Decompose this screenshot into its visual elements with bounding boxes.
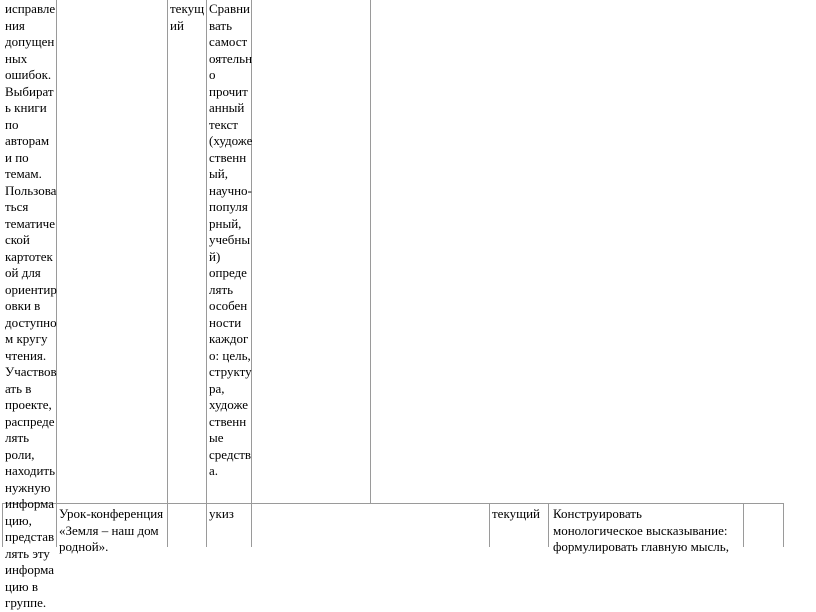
table-border — [2, 503, 784, 504]
table-border — [370, 0, 371, 503]
table-border — [167, 0, 168, 503]
lesson-type-cell: укиз — [209, 506, 234, 521]
control-type-cell: текущий — [492, 506, 541, 521]
control-type-cell: текущ ий — [170, 1, 205, 33]
table-border — [783, 503, 784, 547]
table-border — [167, 503, 168, 547]
table-border — [548, 503, 549, 547]
lesson-topic-cell: Урок-конференция «Земля – наш дом родной». — [59, 506, 164, 554]
table-border — [489, 503, 490, 547]
activity-description-cell: исправле ния допущен ных ошибок. Выбират ь книги по авторам и по темам. Пользова ться тематиче ской картотек ой для ориентир овки в доступно м кругу чтения. Участвов ать в проекте, распреде лять роли, находить нужную информа цию, представ лять эту информа цию в группе. — [5, 1, 57, 610]
skills-description-cell: Конструировать монологическое высказывание: формулировать главную мысль, — [553, 506, 729, 554]
skills-description-cell: Сравни вать самост оятельн о прочит анный текст (художе ственн ый, научно- популя рный, учебны й) опреде лять особен ности каждог о: цель, структу ра, художе ственн ые средств а. — [209, 1, 253, 478]
table-border — [206, 0, 207, 503]
table-border — [2, 503, 3, 547]
table-border — [743, 503, 744, 547]
table-border — [206, 503, 207, 547]
